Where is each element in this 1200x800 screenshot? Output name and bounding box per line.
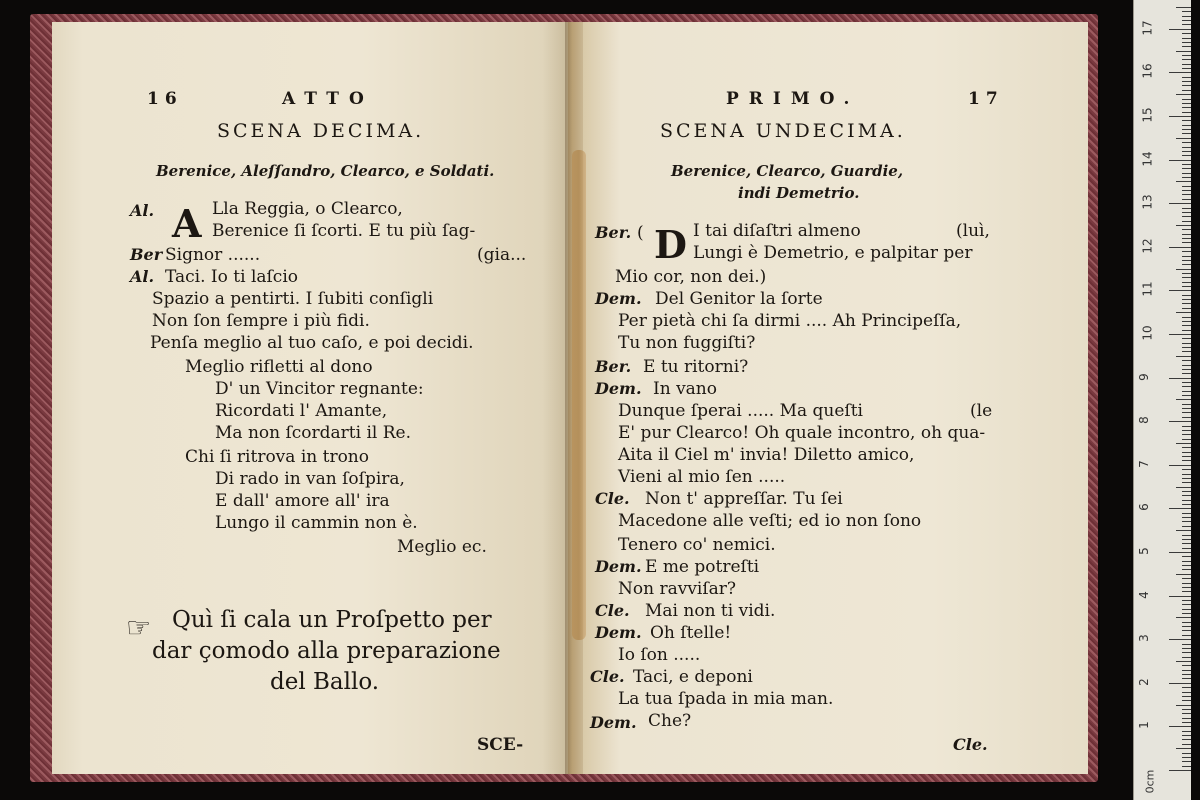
text-line: Aita il Ciel m' invia! Diletto amico,: [618, 445, 915, 465]
ruler-number: 16: [1140, 63, 1155, 80]
catchword: Cle.: [953, 735, 988, 754]
text-line: Non ravviſar?: [618, 579, 737, 599]
ruler-tick: [1182, 452, 1191, 453]
ruler-tick: [1182, 700, 1191, 701]
ruler-tick: [1182, 622, 1191, 623]
verse-line: Meglio rifletti al dono: [185, 357, 373, 377]
ruler-tick: [1182, 325, 1191, 326]
ruler-tick: [1176, 705, 1191, 706]
ruler-tick: [1182, 107, 1191, 108]
ruler-tick: [1182, 709, 1191, 710]
ruler-tick: [1182, 55, 1191, 56]
ruler-tick: [1182, 395, 1191, 396]
ruler-tick: [1182, 731, 1191, 732]
ruler-tick: [1169, 378, 1191, 379]
ruler-tick: [1176, 399, 1191, 400]
ruler-tick: [1182, 24, 1191, 25]
ruler-tick: [1182, 190, 1191, 191]
ruler-tick: [1182, 273, 1191, 274]
ruler-tick: [1182, 600, 1191, 601]
verse-line: Ma non ſcordarti il Re.: [215, 423, 412, 443]
ruler-tick: [1182, 16, 1191, 17]
speaker: Cle.: [590, 667, 625, 686]
ruler-tick: [1182, 591, 1191, 592]
ruler-tick: [1169, 683, 1191, 684]
text-line: E me potreſti: [645, 557, 760, 577]
ruler-tick: [1182, 687, 1191, 688]
ruler-tick: [1182, 251, 1191, 252]
ruler-tick: [1182, 713, 1191, 714]
ruler-tick: [1182, 513, 1191, 514]
ruler-tick: [1169, 116, 1191, 117]
cast-list: indi Demetrio.: [738, 184, 860, 202]
ruler-tick: [1182, 766, 1191, 767]
ruler-number: 5: [1136, 547, 1151, 555]
ruler-tick: [1182, 155, 1191, 156]
ruler-tick: [1182, 417, 1191, 418]
ruler-tick: [1182, 635, 1191, 636]
scene-title: SCENA UNDECIMA.: [660, 120, 906, 142]
ruler-tick: [1169, 203, 1191, 204]
ruler-tick: [1182, 216, 1191, 217]
text-line: E' pur Clearco! Oh quale incontro, oh qua-: [618, 423, 986, 443]
ruler-tick: [1182, 382, 1191, 383]
ruler-tick: [1176, 574, 1191, 575]
ruler-tick: [1182, 578, 1191, 579]
page-number: 17: [968, 89, 1004, 109]
ruler-tick: [1182, 739, 1191, 740]
text-line: Io ſon .....: [618, 645, 701, 665]
text-line: Oh ſtelle!: [650, 623, 732, 643]
ruler-tick: [1182, 347, 1191, 348]
overflow-text: (le: [970, 401, 993, 421]
ruler-tick: [1182, 286, 1191, 287]
verse-line: Chi ſi ritrova in trono: [185, 447, 369, 467]
ruler-tick: [1169, 290, 1191, 291]
ruler-tick: [1182, 665, 1191, 666]
page-number: 16: [147, 89, 183, 109]
ruler-tick: [1182, 404, 1191, 405]
ruler-tick: [1182, 569, 1191, 570]
ruler-tick: [1182, 692, 1191, 693]
ruler-tick: [1182, 33, 1191, 34]
text-line: Dunque ſperai ..... Ma queſti: [618, 401, 863, 421]
ruler-tick: [1182, 85, 1191, 86]
ruler-tick: [1182, 412, 1191, 413]
ruler-tick: [1182, 583, 1191, 584]
overflow-text: (luì,: [956, 221, 990, 241]
left-page: [52, 22, 569, 774]
ruler-tick: [1182, 526, 1191, 527]
text-line: Che?: [648, 711, 692, 731]
ruler-tick: [1169, 334, 1191, 335]
ruler-tick: [1182, 391, 1191, 392]
bracket: (: [637, 223, 644, 243]
ruler-number: 1: [1136, 721, 1151, 730]
ruler-tick: [1182, 609, 1191, 610]
text-line: Mai non ti vidi.: [645, 601, 776, 621]
ruler-tick: [1169, 639, 1191, 640]
ruler-tick: [1182, 386, 1191, 387]
ruler-number: 7: [1136, 459, 1151, 468]
ruler-tick: [1176, 530, 1191, 531]
ruler-tick: [1182, 120, 1191, 121]
ruler-tick: [1182, 360, 1191, 361]
text-line: E tu ritorni?: [643, 357, 749, 377]
speaker: Dem.: [595, 623, 642, 642]
ruler-tick: [1182, 434, 1191, 435]
ruler-number: 9: [1136, 372, 1151, 381]
ruler-tick: [1182, 648, 1191, 649]
ruler-tick: [1182, 556, 1191, 557]
speaker: Al.: [130, 267, 155, 286]
ruler-tick: [1182, 64, 1191, 65]
text-line: Mio cor, non dei.): [615, 267, 767, 287]
verse-line: Lungo il cammin non è.: [215, 513, 418, 533]
ruler-number: 2: [1136, 677, 1151, 686]
text-line: Tenero co' nemici.: [618, 535, 776, 555]
ruler-tick: [1182, 644, 1191, 645]
ruler-tick: [1176, 356, 1191, 357]
ruler-tick: [1182, 500, 1191, 501]
ruler-tick: [1182, 317, 1191, 318]
ruler-tick: [1182, 744, 1191, 745]
ruler-tick: [1182, 495, 1191, 496]
ruler-tick: [1182, 757, 1191, 758]
ruler-tick: [1182, 38, 1191, 39]
ruler-tick: [1182, 351, 1191, 352]
ruler-tick: [1169, 72, 1191, 73]
text-line: Del Genitor la ſorte: [655, 289, 823, 309]
ruler-tick: [1169, 247, 1191, 248]
ruler-tick: [1176, 661, 1191, 662]
ruler-tick: [1169, 726, 1191, 727]
ruler-tick: [1169, 465, 1191, 466]
ruler-tick: [1182, 303, 1191, 304]
ruler-tick: [1182, 561, 1191, 562]
ruler-tick: [1182, 238, 1191, 239]
ruler-tick: [1182, 59, 1191, 60]
ruler-tick: [1182, 478, 1191, 479]
ruler-tick: [1169, 29, 1191, 30]
ruler-tick: [1182, 460, 1191, 461]
ruler-number: 15: [1140, 107, 1155, 123]
ruler-tick: [1169, 508, 1191, 509]
ruler-tick: [1182, 308, 1191, 309]
ruler-tick: [1182, 539, 1191, 540]
ruler-tick: [1182, 678, 1191, 679]
ruler-tick: [1182, 456, 1191, 457]
ruler-tick: [1182, 194, 1191, 195]
text-line: Macedone alle veſti; ed io non ſono: [618, 511, 922, 531]
speaker: Al.: [130, 201, 155, 220]
verse-line: Di rado in van ſoſpira,: [215, 469, 405, 489]
ruler-tick: [1182, 674, 1191, 675]
ruler-tick: [1182, 173, 1191, 174]
ruler-tick: [1182, 447, 1191, 448]
ruler-tick: [1182, 68, 1191, 69]
ruler-tick: [1182, 112, 1191, 113]
ruler-tick: [1182, 99, 1191, 100]
ruler-tick: [1182, 482, 1191, 483]
ruler-tick: [1182, 670, 1191, 671]
pointing-hand-icon: ☞: [126, 611, 152, 644]
verse-line: D' un Vincitor regnante:: [215, 379, 424, 399]
ruler-tick: [1182, 587, 1191, 588]
ruler-number: 13: [1140, 194, 1155, 210]
text-line: Lla Reggia, o Clearco,: [212, 199, 403, 219]
ruler-tick: [1182, 626, 1191, 627]
ruler-tick: [1182, 330, 1191, 331]
ruler-tick: [1182, 373, 1191, 374]
ruler-tick: [1182, 168, 1191, 169]
speaker: Cle.: [595, 601, 630, 620]
ruler-number: 8: [1136, 416, 1151, 425]
cast-list: Berenice, Aleſſandro, Clearco, e Soldati.: [156, 162, 495, 180]
ruler-tick: [1182, 133, 1191, 134]
ruler-tick: [1182, 474, 1191, 475]
ruler-tick: [1182, 321, 1191, 322]
ruler-number: 10: [1140, 325, 1155, 341]
ruler-tick: [1182, 177, 1191, 178]
ruler-tick: [1182, 565, 1191, 566]
ruler-number: 12: [1140, 238, 1155, 254]
cast-list: Berenice, Clearco, Guardie,: [671, 162, 904, 180]
ruler-tick: [1176, 94, 1191, 95]
verse-line: Ricordati l' Amante,: [215, 401, 388, 421]
ruler-tick: [1182, 199, 1191, 200]
ruler-tick: [1182, 753, 1191, 754]
gutter-stain: [572, 150, 586, 640]
speaker: Ber: [130, 245, 163, 264]
running-head: ATTO: [282, 89, 374, 109]
ruler-tick: [1182, 256, 1191, 257]
notice-line: del Ballo.: [270, 669, 380, 695]
text-line: Per pietà chi ſa dirmi .... Ah Principeſſa,: [618, 311, 962, 331]
ruler-tick: [1182, 151, 1191, 152]
text-line: Spazio a pentirti. I ſubiti conſigli: [152, 289, 434, 309]
running-head: PRIMO.: [726, 89, 860, 109]
ruler-tick: [1182, 42, 1191, 43]
ruler-tick: [1182, 652, 1191, 653]
ruler-tick: [1182, 439, 1191, 440]
text-line: Signor ......: [165, 245, 261, 265]
text-line: Non t' appreſſar. Tu ſei: [645, 489, 843, 509]
verse-line: E dall' amore all' ira: [215, 491, 390, 511]
ruler-tick: [1182, 277, 1191, 278]
ruler-tick: [1182, 212, 1191, 213]
text-line: Penſa meglio al tuo caſo, e poi decidi.: [150, 333, 474, 353]
right-page: [568, 22, 1088, 774]
ruler-tick: [1182, 264, 1191, 265]
ruler-tick: [1176, 225, 1191, 226]
ruler-tick: [1182, 343, 1191, 344]
ruler-tick: [1176, 269, 1191, 270]
catchword: SCE-: [477, 735, 524, 755]
ruler-tick: [1176, 748, 1191, 749]
speaker: Ber.: [595, 223, 632, 242]
ruler-tick: [1176, 138, 1191, 139]
ruler-tick: [1182, 491, 1191, 492]
ruler-number: 6: [1136, 503, 1151, 512]
text-line: La tua ſpada in mia man.: [618, 689, 834, 709]
ruler-tick: [1182, 11, 1191, 12]
speaker: Cle.: [595, 489, 630, 508]
ruler-tick: [1176, 487, 1191, 488]
text-line: Vieni al mio ſen .....: [618, 467, 786, 487]
ruler-tick: [1182, 260, 1191, 261]
ruler-tick: [1182, 761, 1191, 762]
ruler-tick: [1176, 181, 1191, 182]
ruler-tick: [1182, 46, 1191, 47]
ruler-tick: [1169, 596, 1191, 597]
ruler-tick: [1182, 657, 1191, 658]
ruler-tick: [1182, 543, 1191, 544]
speaker: Dem.: [595, 289, 642, 308]
ruler-number: 11: [1140, 281, 1155, 298]
ruler-number: 14: [1140, 150, 1155, 167]
ruler-tick: [1182, 229, 1191, 230]
ruler-tick: [1169, 421, 1191, 422]
ruler-tick: [1182, 208, 1191, 209]
ruler-tick: [1182, 142, 1191, 143]
text-line: I tai diſaſtri almeno: [693, 221, 861, 241]
ruler-tick: [1182, 221, 1191, 222]
text-line: Tu non fuggiſti?: [618, 333, 756, 353]
ruler-tick: [1182, 696, 1191, 697]
text-line: Taci. Io ti laſcio: [165, 267, 299, 287]
text-line: In vano: [653, 379, 717, 399]
overflow-text: (gia...: [477, 245, 527, 265]
ruler-tick: [1169, 160, 1191, 161]
ruler-tick: [1182, 469, 1191, 470]
ruler-tick: [1176, 312, 1191, 313]
speaker: Dem.: [595, 379, 642, 398]
ruler-tick: [1182, 77, 1191, 78]
ruler-tick: [1176, 7, 1191, 8]
ruler-tick: [1182, 604, 1191, 605]
ruler-tick: [1182, 517, 1191, 518]
ruler-tick: [1182, 338, 1191, 339]
text-line: Berenice ſi ſcorti. E tu più ſag-: [212, 221, 476, 241]
ruler-tick: [1182, 164, 1191, 165]
verse-line: Meglio ec.: [397, 537, 487, 557]
ruler-tick: [1182, 504, 1191, 505]
speaker: Ber.: [595, 357, 632, 376]
ruler-unit-label: 0cm: [1143, 769, 1157, 794]
ruler-tick: [1182, 613, 1191, 614]
ruler-tick: [1182, 20, 1191, 21]
ruler-tick: [1182, 90, 1191, 91]
ruler-tick: [1182, 299, 1191, 300]
ruler-tick: [1182, 408, 1191, 409]
ruler-tick: [1176, 51, 1191, 52]
text-line: Non ſon ſempre i più fidi.: [152, 311, 370, 331]
ruler-tick: [1182, 147, 1191, 148]
notice-line: Quì ſi cala un Proſpetto per: [172, 607, 492, 633]
ruler-tick: [1182, 125, 1191, 126]
ruler-number: 4: [1136, 590, 1151, 599]
ruler-tick: [1182, 630, 1191, 631]
ruler-tick: [1182, 295, 1191, 296]
ruler-tick: [1182, 186, 1191, 187]
ruler-number: 17: [1140, 20, 1155, 36]
drop-cap: D: [654, 222, 687, 267]
scene-title: SCENA DECIMA.: [217, 120, 425, 142]
ruler-tick: [1182, 548, 1191, 549]
ruler-tick: [1176, 443, 1191, 444]
ruler-tick: [1182, 722, 1191, 723]
ruler-tick: [1182, 282, 1191, 283]
ruler-tick: [1169, 770, 1191, 771]
text-line: Lungi è Demetrio, e palpitar per: [693, 243, 973, 263]
ruler-tick: [1182, 129, 1191, 130]
speaker: Dem.: [590, 713, 637, 732]
ruler-tick: [1182, 242, 1191, 243]
ruler-tick: [1182, 430, 1191, 431]
text-line: Taci, e deponi: [633, 667, 753, 687]
ruler-tick: [1182, 103, 1191, 104]
ruler-tick: [1182, 426, 1191, 427]
ruler-tick: [1182, 365, 1191, 366]
ruler-tick: [1182, 81, 1191, 82]
ruler-number: 3: [1136, 634, 1151, 643]
ruler-tick: [1182, 735, 1191, 736]
ruler-tick: [1176, 617, 1191, 618]
ruler-tick: [1182, 369, 1191, 370]
ruler-tick: [1169, 552, 1191, 553]
notice-line: dar çomodo alla preparazione: [152, 638, 501, 664]
ruler-tick: [1182, 535, 1191, 536]
drop-cap: A: [172, 201, 202, 246]
ruler-tick: [1182, 521, 1191, 522]
ruler-tick: [1182, 234, 1191, 235]
ruler-tick: [1182, 718, 1191, 719]
speaker: Dem.: [595, 557, 642, 576]
measuring-ruler: [1133, 0, 1191, 800]
